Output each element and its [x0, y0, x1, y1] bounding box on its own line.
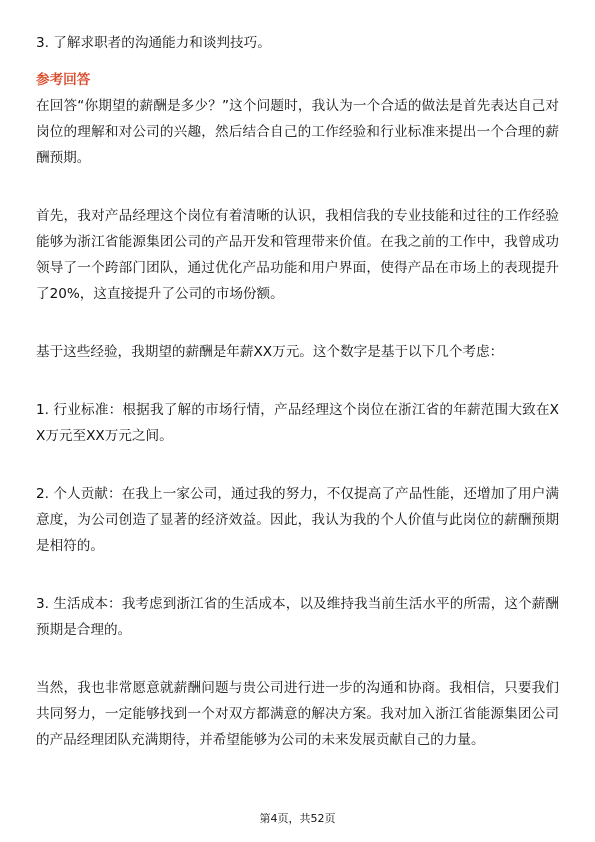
paragraph-intro: 在回答“你期望的薪酬是多少？”这个问题时，我认为一个合适的做法是首先表达自己对岗位的理解和对公司的兴趣，然后结合自己的工作经验和行业标准来提出一个合理的薪酬预期。 — [36, 98, 559, 166]
paragraph-closing: 当然，我也非常愿意就薪酬问题与贵公司进行进一步的沟通和协商。我相信，只要我们共同努力，一定能够找到一个对双方都满意的解决方案。我对加入浙江省能源集团公司的产品经理团队充满期待，并希望能够为公司的未来发展贡献自己的力量。 — [36, 680, 559, 748]
paragraph-industry-standard: 1. 行业标准：根据我了解的市场行情，产品经理这个岗位在浙江省的年薪范围大致在XX万元至XX万元之间。 — [36, 402, 559, 444]
document-content — [36, 30, 559, 753]
paragraph-personal-contribution: 2. 个人贡献：在我上一家公司，通过我的努力，不仅提高了产品性能，还增加了用户满意度，为公司创造了显著的经济效益。因此，我认为我的个人价值与此岗位的薪酬预期是相符的。 — [36, 486, 559, 554]
answer-heading: 参考回答 — [36, 72, 91, 88]
paragraph-living-cost: 3. 生活成本：我考虑到浙江省的生活成本，以及维持我当前生活水平的所需，这个薪酬预期是合理的。 — [36, 596, 559, 638]
page-number-footer: 第4页，共52页 — [259, 812, 336, 825]
intro-list-item: 3. 了解求职者的沟通能力和谈判技巧。 — [36, 35, 271, 51]
paragraph-understanding: 首先，我对产品经理这个岗位有着清晰的认识，我相信我的专业技能和过往的工作经验能够为浙江省能源集团公司的产品开发和管理带来价值。在我之前的工作中，我曾成功领导了一个跨部门团队，通过优化产品功能和用户界面，使得产品在市场上的表现提升了20%，这直接提升了公司的市场份额。 — [36, 208, 559, 302]
paragraph-salary-expectation: 基于这些经验，我期望的薪酬是年薪XX万元。这个数字是基于以下几个考虑： — [36, 344, 504, 360]
